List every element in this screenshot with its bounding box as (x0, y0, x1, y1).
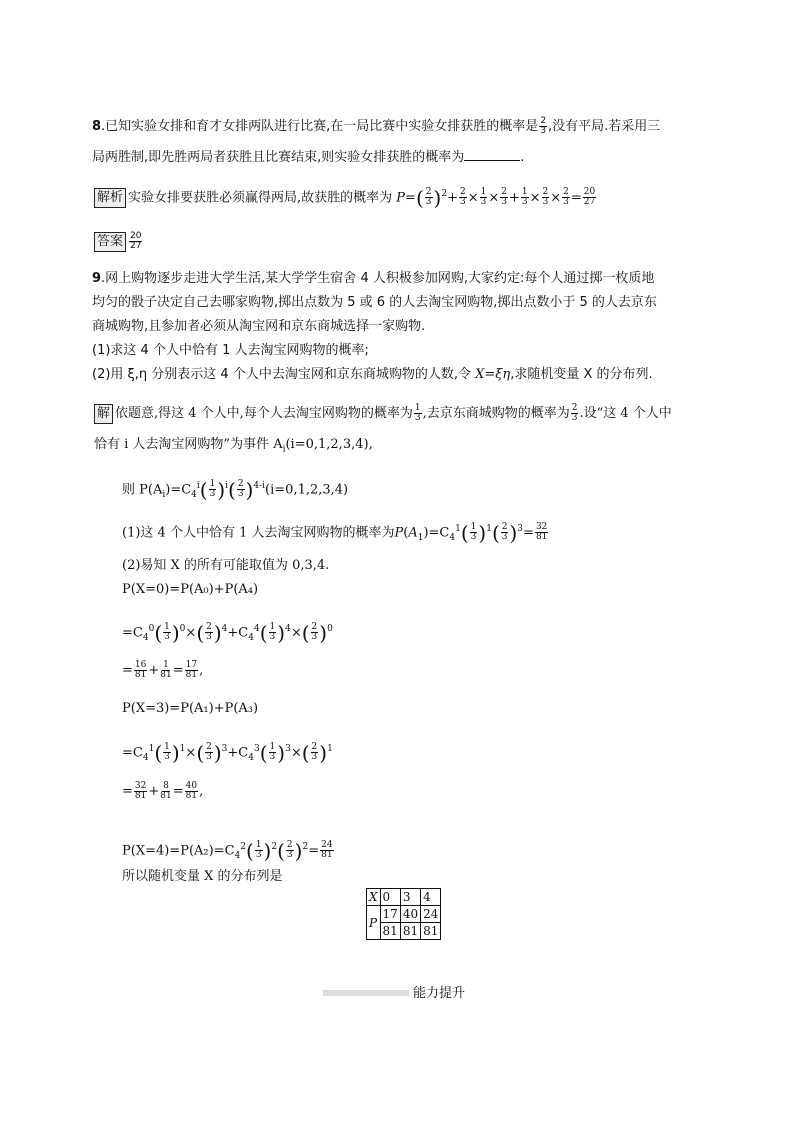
section-title: 能力提升 (413, 986, 466, 1001)
solution-label: 解 (94, 404, 113, 424)
p-label: P (367, 906, 381, 940)
q9-part2: (2)用 ξ,η 分别表示这 4 个人中去淘宝网和京东商城购物的人数,令 X=ξη,求随机变量 X 的分布列. (92, 367, 653, 382)
x-label: X (367, 889, 381, 906)
table-row: P 17 40 24 (367, 906, 441, 923)
table-row: 81 81 81 (367, 923, 441, 940)
distribution-table (366, 888, 441, 940)
q8-line2: 局两胜制,即先胜两局者获胜且比赛结束,则实验女排获胜的概率为 . (92, 150, 525, 165)
q9-part1: (1)求这 4 个人中恰有 1 人去淘宝网购物的概率; (92, 343, 369, 358)
section-divider-bar (323, 990, 409, 996)
q9-line3: 商城购物,且参加者必须从淘宝网和京东商城选择一家购物. (92, 319, 426, 334)
table-row: X 0 3 4 (367, 889, 441, 906)
conclusion: 所以随机变量 X 的分布列是 (122, 869, 283, 884)
q8-number: 8 (92, 119, 102, 134)
part1-solution: (1)这 4 个人中恰有 1 人去淘宝网购物的概率为$P(A_1)=C_4^1$( $\frac{1}{3}$ )$^1$( $\frac{2}{3}$ )$^3$= $\frac{32}{81}$ (122, 520, 548, 545)
analysis-label: 解析 (94, 188, 126, 208)
x0-expand: $=C_4^0$( $\frac{1}{3}$ )$^0$×( $\frac{2}{3}$ )$^4+C_4^4$( $\frac{1}{3}$ )$^4$×( $\frac{2}{3}$ )$^0$ (122, 620, 333, 645)
q8-prob-fraction: $\frac{2}{3}$ (540, 116, 547, 136)
solution-line2: 恰有 i 人去淘宝网购物”为事件 $A_i(i=0,1,2,3,4)$, (94, 437, 373, 455)
x4-formula: $P(X=4)=P(A_2)=C_4^2$( $\frac{1}{3}$ )$^2$( $\frac{2}{3}$ )$^2$= $\frac{24}{81}$ (122, 838, 333, 863)
part2-intro: (2)易知 X 的所有可能取值为 0,3,4. (122, 558, 330, 573)
answer-blank (464, 148, 520, 161)
q8-line1: 8.已知实验女排和育才女排两队进行比赛,在一局比赛中实验女排获胜的概率是 $\frac{2}{3}$ ,没有平局.若采用三 (92, 116, 661, 136)
q8-analysis: 解析 实验女排要获胜必须赢得两局,故获胜的概率为 P=( $\frac{2}{3}$ )$^2$+ $\frac{2}{3}$ × $\frac{1}{3}$ × $\frac{2}{3}$ + $\frac{1}{3}$ × $\frac{2}{3}$ × $\frac{2}{3}$ = $\frac{20}{27}$ (94, 185, 597, 208)
x0-result: = $\frac{16}{81}$ + $\frac{1}{81}$ = $\frac{17}{81}$ , (122, 660, 204, 680)
x3-result: = $\frac{32}{81}$ + $\frac{8}{81}$ = $\frac{40}{81}$ , (122, 781, 204, 801)
formula-general: 则 $P(A_i)=C_4^i$( $\frac{1}{3}$ )$^i$( $\frac{2}{3}$ )$^{4-i}$(i=0,1,2,3,4) (122, 477, 349, 502)
solution-line1: 解 依题意,得这 4 个人中,每个人去淘宝网购物的概率为 $\frac{1}{3}$ ,去京东商城购物的概率为 $\frac{2}{3}$ .设“这 4 个人中 (94, 404, 672, 424)
x0-def: P(X=0)=P(A₀)+P(A₄) (122, 582, 259, 597)
answer-fraction: $\frac{20}{27}$ (130, 231, 142, 251)
answer-label: 答案 (94, 232, 126, 252)
q9-line1: 9.网上购物逐步走进大学生活,某大学学生宿舍 4 人积极参加网购,大家约定:每个人通过掷一枚质地 (92, 271, 655, 286)
q8-answer (94, 232, 143, 252)
x3-expand: $=C_4^1$( $\frac{1}{3}$ )$^1$×( $\frac{2}{3}$ )$^3+C_4^3$( $\frac{1}{3}$ )$^3$×( $\frac{2}{3}$ )$^1$ (122, 740, 333, 765)
q9-number: 9 (92, 271, 102, 286)
q9-line2: 均匀的骰子决定自己去哪家购物,掷出点数为 5 或 6 的人去淘宝网购物,掷出点数小于 5 的人去京东 (92, 295, 657, 310)
x3-def: P(X=3)=P(A₁)+P(A₃) (122, 701, 259, 716)
